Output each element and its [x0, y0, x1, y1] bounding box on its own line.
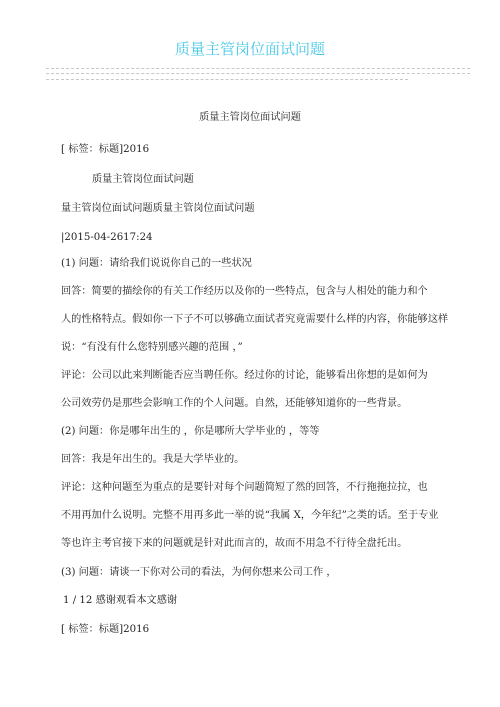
paragraph-line: 回答：简要的描绘你的有关工作经历以及你的一些特点，包含与人相处的能力和个 [61, 286, 428, 297]
tag-line-footer: [ 标签：标题]2016 [61, 624, 150, 635]
paragraph-line: 回答：我是年出生的。我是大学毕业的。 [61, 454, 245, 465]
paragraph-line: (1) 问题：请给我们说说你自己的一些状况 [61, 258, 252, 269]
timestamp: |2015-04-2617:24 [61, 232, 153, 243]
paragraph-line: 评论：这种问题至为重点的是要针对每个问题简短了然的回答，不行拖拖拉拉，也 [61, 482, 428, 493]
paragraph-line: 等也许主考官接下来的问题就是针对此而言的，故而不用急不行待全盘托出。 [61, 538, 408, 549]
paragraph-line: (3) 问题：请谈一下你对公司的看法，为何你想来公司工作 ， [61, 567, 337, 578]
subtitle: 质量主管岗位面试问题 [199, 112, 301, 123]
dashed-divider [46, 79, 408, 80]
dashed-divider [46, 68, 470, 69]
dashed-divider [46, 73, 470, 74]
paragraph-line: 不用再加什么说明。完整不用再多此一举的说“我属 X，今年纪”之类的话。至于专业 [61, 510, 439, 521]
tag-line: [ 标签：标题]2016 [61, 144, 150, 155]
paragraph-line: 评论：公司以此来判断能否应当聘任你。经过你的讨论，能够看出你想的是如何为 [61, 370, 428, 381]
document-title: 质量主管岗位面试问题 [174, 40, 325, 58]
heading-indented: 质量主管岗位面试问题 [92, 174, 194, 185]
page-footer: 1 / 12 感谢观看本文感谢 [63, 595, 178, 606]
heading-repeat: 量主管岗位面试问题质量主管岗位面试问题 [61, 203, 255, 214]
paragraph-line: 说：“有没有什么您特别感兴趣的范围 ，” [61, 342, 243, 353]
paragraph-line: (2) 问题：你是哪年出生的 ，你是哪所大学毕业的 ，等等 [61, 426, 320, 437]
paragraph-line: 公司效劳仍是那些会影响工作的个人问题。自然，还能够知道你的一些背景。 [61, 398, 408, 409]
paragraph-line: 人的性格特点。假如你一下子不可以够确立面试者究竟需要什么样的内容，你能够这样 [61, 314, 449, 325]
